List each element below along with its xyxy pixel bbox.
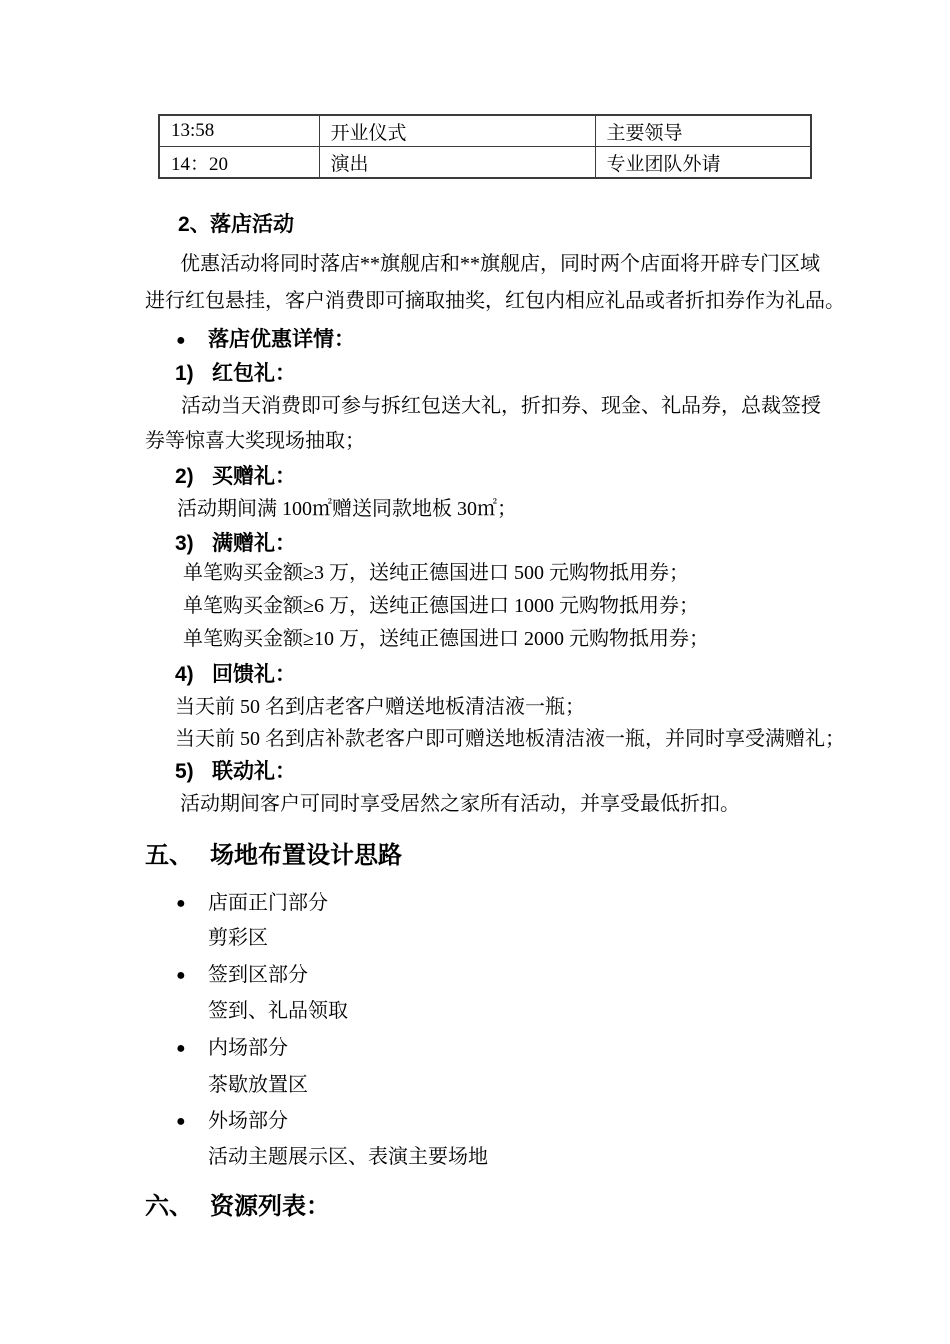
bullet-icon: ● xyxy=(176,1113,186,1130)
table-row xyxy=(159,147,811,179)
subsection-heading xyxy=(178,213,294,237)
table-row xyxy=(159,115,811,147)
bullet-icon: ● xyxy=(176,967,186,984)
section-heading xyxy=(145,842,402,870)
paragraph-line: 活动当天消费即可参与拆红包送大礼，折扣券、现金、礼品券，总裁签授 xyxy=(181,395,821,417)
item-number: 4) xyxy=(175,663,194,686)
item-label: 买赠礼： xyxy=(212,465,296,488)
paragraph-line: 当天前 50 名到店老客户赠送地板清洁液一瓶； xyxy=(175,696,585,718)
numbered-item-heading xyxy=(175,465,296,489)
section-title: 资源列表： xyxy=(210,1193,330,1220)
bullet-label: 外场部分 xyxy=(208,1110,288,1132)
numbered-item-heading xyxy=(175,362,296,386)
paragraph-line: 单笔购买金额≥10 万，送纯正德国进口 2000 元购物抵用券； xyxy=(183,628,709,650)
bullet-sub-line: 活动主题展示区、表演主要场地 xyxy=(208,1146,488,1168)
numbered-item-heading xyxy=(175,760,296,784)
bullet-item xyxy=(176,328,355,352)
table-cell-person: 主要领导 xyxy=(595,115,811,147)
schedule-table xyxy=(158,114,812,179)
item-number: 5) xyxy=(175,760,194,783)
numbered-item-heading xyxy=(175,532,296,556)
bullet-label: 落店优惠详情： xyxy=(208,328,355,351)
paragraph-line: 优惠活动将同时落店**旗舰店和**旗舰店，同时两个店面将开辟专门区域 xyxy=(180,253,820,275)
section-heading xyxy=(145,1193,330,1221)
item-number: 3) xyxy=(175,532,194,555)
bullet-sub-line: 签到、礼品领取 xyxy=(208,1000,348,1022)
paragraph-line: 活动期间满 100㎡赠送同款地板 30㎡； xyxy=(177,498,517,520)
paragraph-line: 单笔购买金额≥6 万，送纯正德国进口 1000 元购物抵用券； xyxy=(183,595,699,617)
table-cell-time: 13:58 xyxy=(159,115,319,147)
bullet-label: 签到区部分 xyxy=(208,964,308,986)
paragraph-line: 当天前 50 名到店补款老客户即可赠送地板清洁液一瓶，并同时享受满赠礼； xyxy=(175,728,845,750)
section-title: 场地布置设计思路 xyxy=(210,842,402,869)
paragraph-line: 券等惊喜大奖现场抽取； xyxy=(145,430,365,452)
item-label: 回馈礼： xyxy=(212,663,296,686)
paragraph-line: 进行红包悬挂，客户消费即可摘取抽奖，红包内相应礼品或者折扣券作为礼品。 xyxy=(145,290,845,312)
bullet-label: 内场部分 xyxy=(208,1037,288,1059)
bullet-item xyxy=(176,892,328,915)
section-number: 五、 xyxy=(145,842,193,869)
bullet-icon: ● xyxy=(176,332,186,349)
table-cell-event: 演出 xyxy=(319,147,595,179)
table-cell-time: 14：20 xyxy=(159,147,319,179)
table-cell-person: 专业团队外请 xyxy=(595,147,811,179)
section-number: 六、 xyxy=(145,1193,193,1220)
bullet-item xyxy=(176,964,308,987)
bullet-label: 店面正门部分 xyxy=(208,892,328,914)
paragraph-line: 活动期间客户可同时享受居然之家所有活动，并享受最低折扣。 xyxy=(180,793,740,815)
table-cell-event: 开业仪式 xyxy=(319,115,595,147)
bullet-item xyxy=(176,1110,288,1133)
item-label: 满赠礼： xyxy=(212,532,296,555)
item-number: 2) xyxy=(175,465,194,488)
bullet-icon: ● xyxy=(176,895,186,912)
bullet-item xyxy=(176,1037,288,1060)
bullet-sub-line: 剪彩区 xyxy=(208,927,268,949)
paragraph-line: 单笔购买金额≥3 万，送纯正德国进口 500 元购物抵用券； xyxy=(183,562,689,584)
bullet-icon: ● xyxy=(176,1040,186,1057)
numbered-item-heading xyxy=(175,663,296,687)
bullet-sub-line: 茶歇放置区 xyxy=(208,1074,308,1096)
item-label: 红包礼： xyxy=(212,362,296,385)
subsection-title: 落店活动 xyxy=(210,213,294,236)
subsection-number: 2、 xyxy=(178,213,211,236)
item-number: 1) xyxy=(175,362,194,385)
item-label: 联动礼： xyxy=(212,760,296,783)
